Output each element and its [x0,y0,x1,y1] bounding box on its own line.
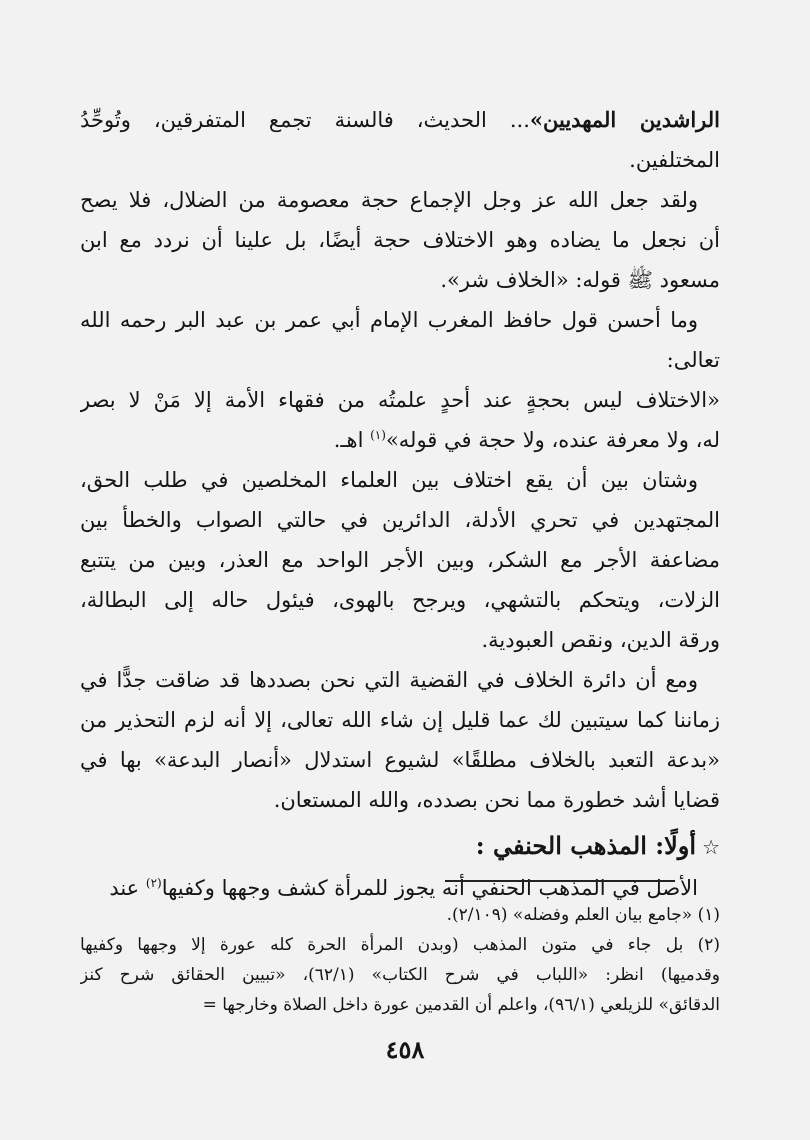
quote-line: «الاختلاف ليس بحجةٍ عند أحدٍ علمتُه من فقهاء الأمة إلا مَنْ لا بصر [80,388,720,412]
text-line: المجتهدين في تحري الأدلة، الدائرين في حالتي الصواب والخطأ بين [80,508,720,532]
text-line: ومع أن دائرة الخلاف في القضية التي نحن بصددها قد ضاقت جدًّا في [80,668,698,692]
text-line: ولقد جعل الله عز وجل الإجماع حجة معصومة من الضلال، فلا يصح [80,188,698,212]
text-line: زماننا كما سيتبين لك عما قليل إن شاء الله تعالى، إلا أنه لزم التحذير من [80,708,720,732]
footnotes [80,900,720,1020]
footnote-line: الدقائق» للزيلعي (٩٦/١)، واعلم أن القدمين عورة داخل الصلاة وخارجها = [202,995,720,1015]
footnote-ref: (١) [370,428,386,442]
page-number: ٤٥٨ [385,1035,425,1064]
footnote-line: (٢) بل جاء في متون المذهب (وبدن المرأة الحرة كله عورة إلا وجهها وكفيها [80,935,720,955]
text-line: ورقة الدين، ونقص العبودية. [481,628,720,652]
main-text [80,100,720,908]
text-fragment: اهـ. [333,428,371,452]
text-fragment: له، ولا معرفة عنده، ولا حجة في قوله» [385,428,720,452]
text-line: مضاعفة الأجر مع الشكر، وبين الأجر الواحد مع العذر، وبين من يتتبع [80,548,720,572]
text-fragment: ... الحديث، فالسنة تجمع المتفرقين، وتُوحِّدُ [80,108,530,132]
bold-phrase: الراشدين المهديين» [529,107,720,132]
text-line: «بدعة التعبد بالخلاف مطلقًا» لشيوع استدلال «أنصار البدعة» بها في [80,748,720,772]
section-heading [80,824,720,868]
text-line: أن نجعل ما يضاده وهو الاختلاف حجة أيضًا، بل علينا أن نردد مع ابن [80,228,720,252]
text-line [80,100,720,140]
text-fragment: الأصل في المذهب الحنفي أنه يجوز للمرأة كشف وجهها وكفيها [161,876,698,900]
footnote-divider [445,880,675,882]
text-line: مسعود ﷺ قوله: «الخلاف شر». [440,268,720,292]
heading-text: أولًا: المذهب الحنفي : [475,831,697,860]
text-line: المختلفين. [629,148,720,172]
text-line: الزلات، ويتحكم بالتشهي، ويرجح بالهوى، فيئول حاله إلى البطالة، [80,588,720,612]
text-line: تعالى: [666,348,720,372]
text-line: وشتان بين أن يقع اختلاف بين العلماء المخلصين في طلب الحق، [80,468,698,492]
footnote-line: (١) «جامع بيان العلم وفضله» (٢/١٠٩). [446,905,720,925]
text-line: قضايا أشد خطورة مما نحن بصدده، والله المستعان. [273,788,720,812]
quote-line [80,420,720,460]
footnote-ref: (٢) [145,876,162,890]
text-line: وما أحسن قول حافظ المغرب الإمام أبي عمر بن عبد البر رحمه الله [80,308,698,332]
text-fragment: عند [109,876,146,900]
star-icon: ☆ [702,835,720,859]
footnote-line: وقدميها) انظر: «اللباب في شرح الكتاب» (٦٢/١)، «تبيين الحقائق شرح كنز [80,965,720,985]
